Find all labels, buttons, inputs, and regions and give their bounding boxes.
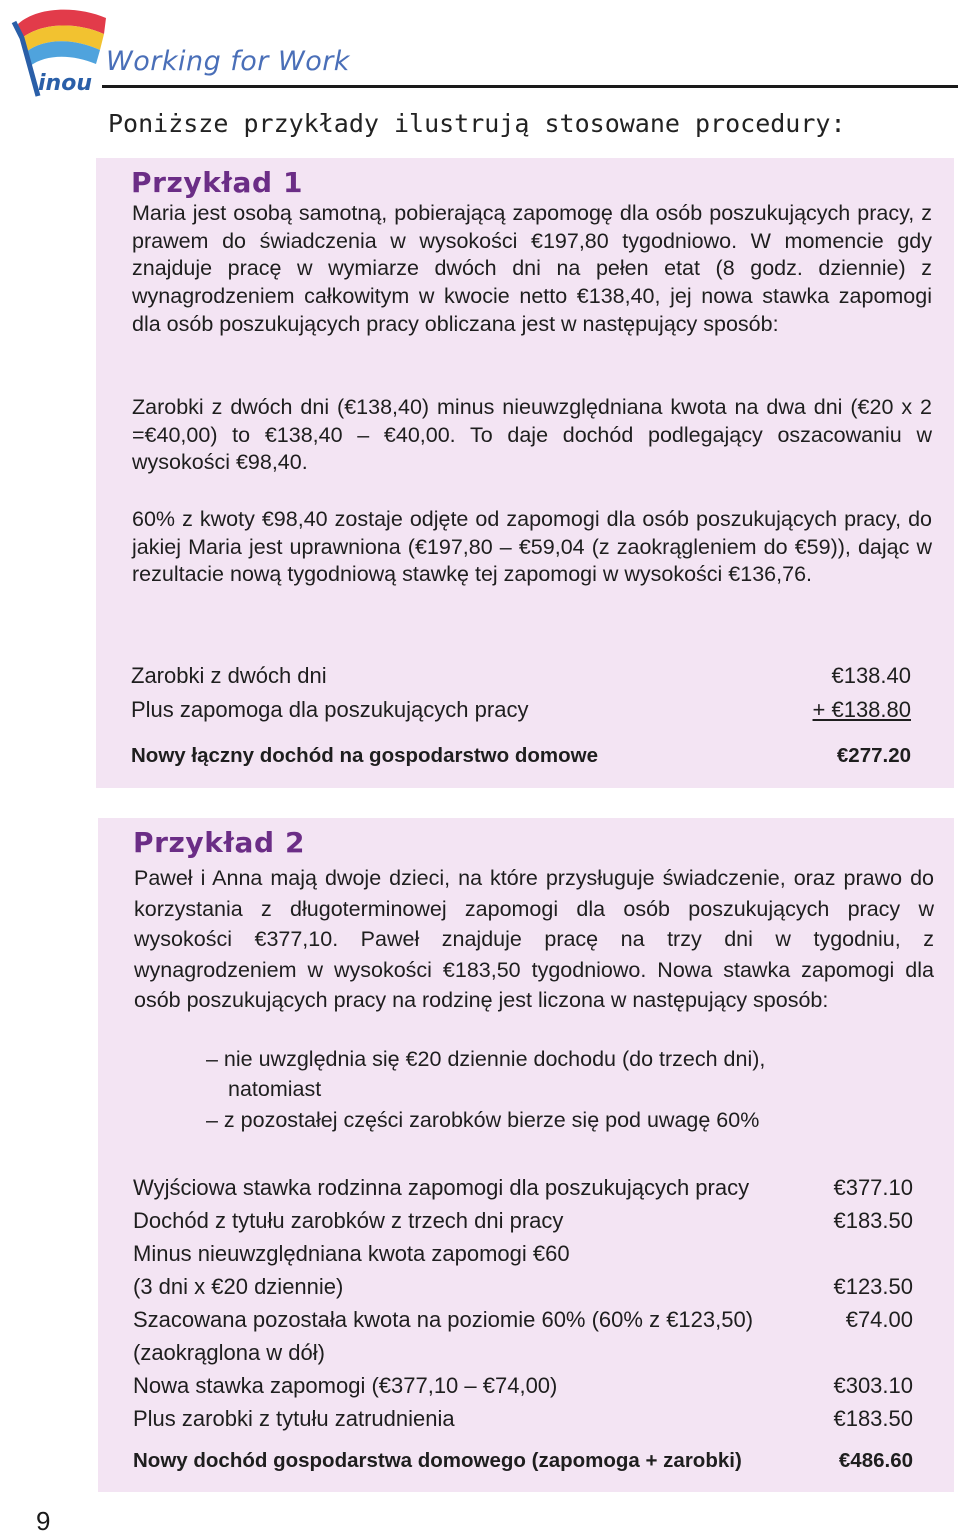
example-1-paragraph-2: Zarobki z dwóch dni (€138,40) minus nieuwzględniana kwota na dwa dni (€20 x 2 =€40,00) to €138,40 – €40,00. To daje dochód podlegający oszacowaniu w wysokości €98,40. <box>132 395 932 475</box>
total-label: Nowy łączny dochód na gospodarstwo domowe <box>131 744 598 767</box>
example-2-title: Przykład 2 <box>133 826 306 859</box>
header-rule <box>102 85 958 88</box>
example-1-box <box>96 158 954 788</box>
example-2-bullet: – z pozostałej części zarobków bierze się pod uwagę 60% <box>206 1108 760 1132</box>
row-label: (zaokrąglona w dół) <box>133 1340 325 1365</box>
row-label: (3 dni x €20 dziennie) <box>133 1274 344 1299</box>
row-label: Plus zarobki z tytułu zatrudnienia <box>133 1406 455 1431</box>
total-label: Nowy dochód gospodarstwa domowego (zapomoga + zarobki) <box>133 1449 742 1472</box>
row-label: Nowa stawka zapomogi (€377,10 – €74,00) <box>133 1373 558 1398</box>
row-value: €183.50 <box>833 1406 913 1431</box>
example-1-paragraph-1: Maria jest osobą samotną, pobierającą zapomogę dla osób poszukujących pracy, z prawem do świadczenia w wysokości €197,80 tygodniowo. W momencie gdy znajduje pracę w wymiarze dwóch dni na pełen etat (8 godz. dziennie) z wynagrodzeniem całkowitym w kwocie netto €138,40, jej nowa stawka zapomogi dla osób poszukujących pracy obliczana jest w następujący sposób: <box>132 201 932 336</box>
row-value: + €138.80 <box>812 697 911 722</box>
row-label: Plus zapomoga dla poszukujących pracy <box>131 697 529 722</box>
row-value: €138.40 <box>831 663 911 688</box>
row-label: Zarobki z dwóch dni <box>131 663 327 688</box>
header-title: Working for Work <box>106 46 350 77</box>
logo-text: inou <box>38 71 92 96</box>
total-value: €486.60 <box>838 1449 913 1472</box>
row-value: €303.10 <box>833 1373 913 1398</box>
row-value: €123.50 <box>833 1274 913 1299</box>
example-1-title: Przykład 1 <box>131 166 304 199</box>
page-number: 9 <box>36 1506 51 1536</box>
example-2-paragraph-1: Paweł i Anna mają dwoje dzieci, na które przysługuje świadczenie, oraz prawo do korzystania z długoterminowej zapomogi dla osób poszukujących pracy w wysokości €377,10. Paweł znajduje pracę na trzy dni w tygodniu, z wynagrodzeniem w wysokości €183,50 tygodniowo. Nowa stawka zapomogi dla osób poszukujących pracy na rodzinę jest liczona w następujący sposób: <box>134 866 934 1012</box>
example-2-box <box>98 818 954 1492</box>
example-2-bullet: – nie uwzględnia się €20 dziennie dochodu (do trzech dni), <box>206 1047 766 1071</box>
row-label: Szacowana pozostała kwota na poziomie 60% (60% z €123,50) <box>133 1307 754 1332</box>
inou-logo <box>8 4 112 100</box>
row-label: Wyjściowa stawka rodzinna zapomogi dla poszukujących pracy <box>133 1175 750 1200</box>
example-2-bullet: natomiast <box>228 1077 322 1101</box>
row-label: Minus nieuwzględniana kwota zapomogi €60 <box>133 1241 570 1266</box>
row-value: €377.10 <box>833 1175 913 1200</box>
intro-text: Poniższe przykłady ilustrują stosowane procedury: <box>108 109 846 138</box>
example-1-paragraph-3: 60% z kwoty €98,40 zostaje odjęte od zapomogi dla osób poszukujących pracy, do jakiej Maria jest uprawniona (€197,80 – €59,04 (z zaokrągleniem do €59)), dając w rezultacie nową tygodniową stawkę tej zapomogi w wysokości €136,76. <box>132 507 932 587</box>
row-value: €183.50 <box>833 1208 913 1233</box>
total-value: €277.20 <box>836 744 911 767</box>
row-label: Dochód z tytułu zarobków z trzech dni pracy <box>133 1208 564 1233</box>
row-value: €74.00 <box>845 1307 913 1332</box>
